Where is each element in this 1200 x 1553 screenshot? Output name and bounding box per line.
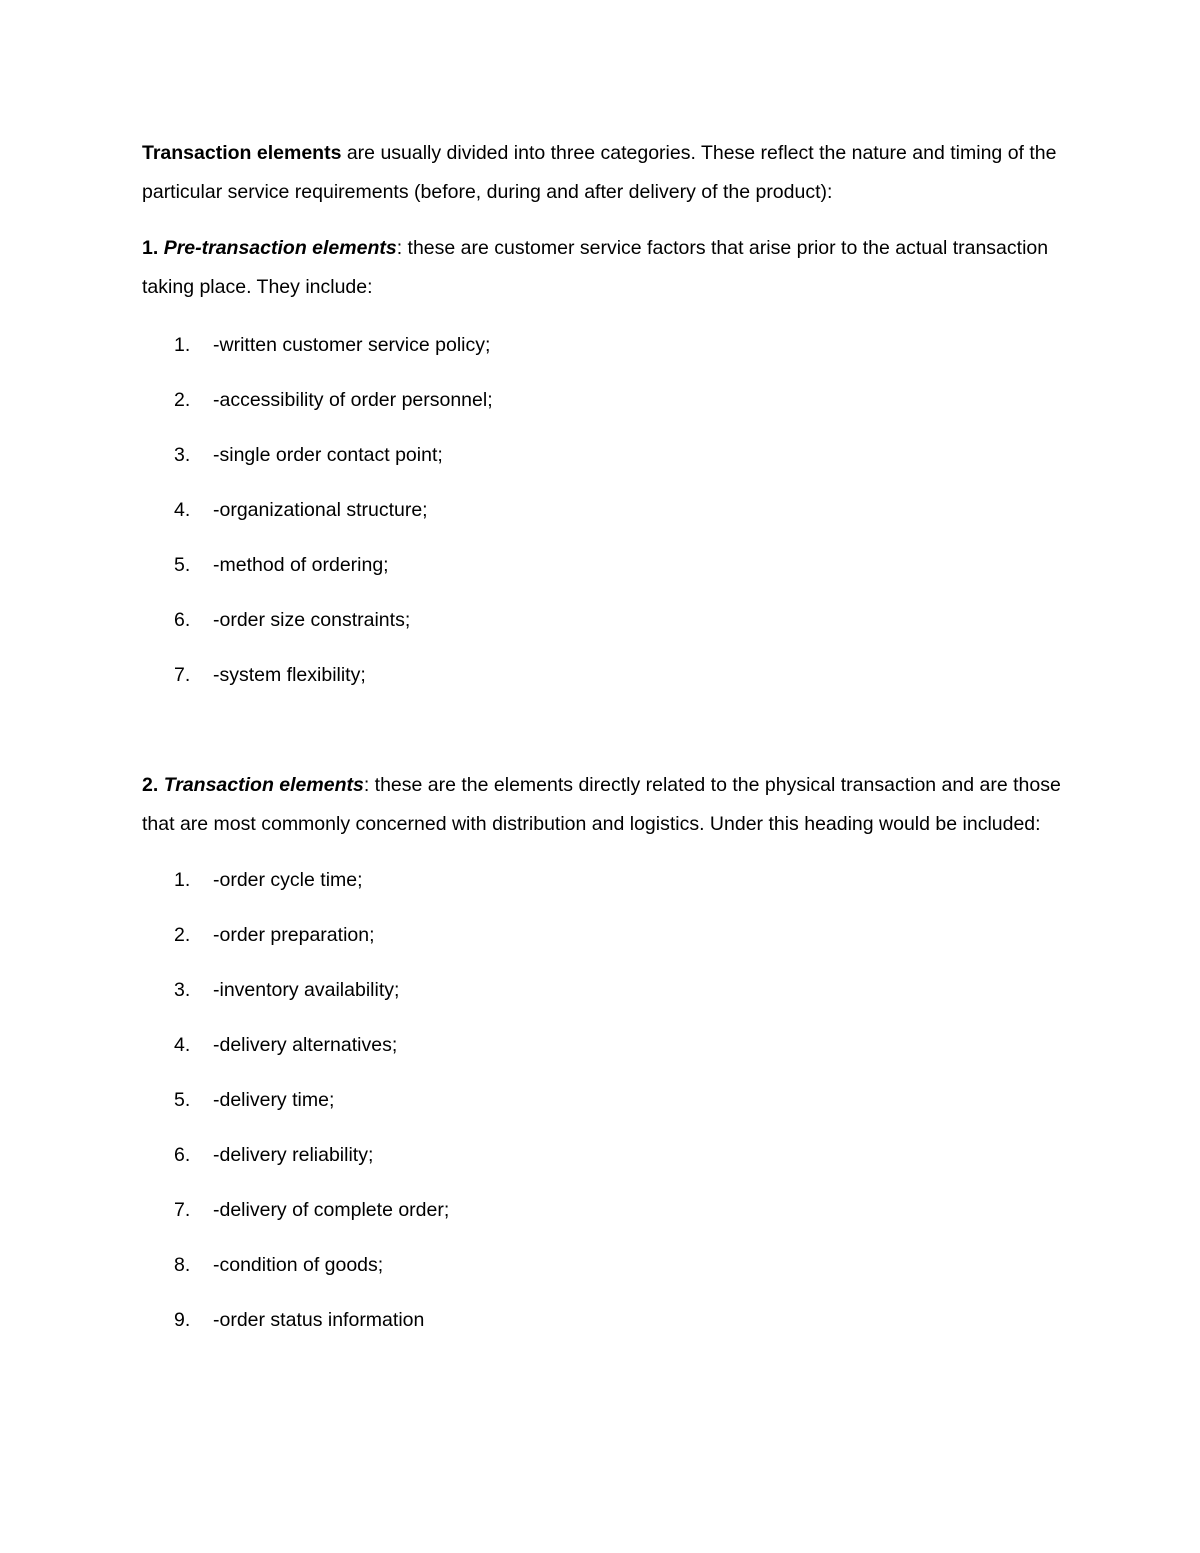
- section2-line2-text: that are most commonly concerned with distribution and logistics. Under this heading would be included:: [142, 813, 1041, 835]
- list-item-number: 4.: [174, 1034, 191, 1056]
- list-item-text: -written customer service policy;: [213, 334, 491, 356]
- list-item-text: -accessibility of order personnel;: [213, 389, 493, 411]
- section2-paragraph: [142, 766, 1072, 844]
- section1-line1-text: : these are customer service factors that arise prior to the actual transaction: [396, 237, 1049, 259]
- intro-line1-text: are usually divided into three categories. These reflect the nature and timing of the: [341, 142, 1057, 164]
- list-item-number: 6.: [174, 1144, 191, 1166]
- list-item-number: 2.: [174, 389, 191, 411]
- list-item-number: 6.: [174, 609, 191, 631]
- list-item-text: -inventory availability;: [213, 979, 400, 1001]
- list-item-text: -method of ordering;: [213, 554, 389, 576]
- list-item-number: 7.: [174, 1199, 191, 1221]
- list-item-number: 7.: [174, 664, 191, 686]
- list-item-number: 4.: [174, 499, 191, 521]
- list-item-text: -organizational structure;: [213, 499, 428, 521]
- list-item-number: 1.: [174, 869, 191, 891]
- list-item-number: 3.: [174, 979, 191, 1001]
- list-item-text: -order cycle time;: [213, 869, 363, 891]
- section2-number: 2.: [142, 774, 164, 796]
- section1-paragraph: [142, 229, 1072, 307]
- list-item-number: 5.: [174, 1089, 191, 1111]
- list-item-text: -delivery of complete order;: [213, 1199, 450, 1221]
- list-item-number: 2.: [174, 924, 191, 946]
- section2-term: Transaction elements: [163, 774, 364, 796]
- list-item-number: 5.: [174, 554, 191, 576]
- list-item-text: -delivery time;: [213, 1089, 335, 1111]
- intro-line2-text: particular service requirements (before, during and after delivery of the product):: [142, 181, 833, 203]
- list-item-text: -delivery reliability;: [213, 1144, 374, 1166]
- list-item-number: 1.: [174, 334, 191, 356]
- list-item-text: -condition of goods;: [213, 1254, 384, 1276]
- list-item-text: -single order contact point;: [213, 444, 443, 466]
- list-item-text: -system flexibility;: [213, 664, 366, 686]
- list-item-text: -order status information: [213, 1309, 425, 1331]
- list-item-text: -order preparation;: [213, 924, 375, 946]
- section1-term: Pre-transaction elements: [163, 237, 397, 259]
- list-item-number: 3.: [174, 444, 191, 466]
- section1-number: 1.: [142, 237, 164, 259]
- intro-paragraph: [142, 134, 1072, 212]
- section1-line2-text: taking place. They include:: [142, 276, 373, 298]
- list-item-text: -order size constraints;: [213, 609, 411, 631]
- section2-line1-text: : these are the elements directly related to the physical transaction and are those: [363, 774, 1061, 796]
- list-item-number: 9.: [174, 1309, 191, 1331]
- intro-term: Transaction elements: [142, 142, 342, 164]
- list-item-text: -delivery alternatives;: [213, 1034, 398, 1056]
- list-item-number: 8.: [174, 1254, 191, 1276]
